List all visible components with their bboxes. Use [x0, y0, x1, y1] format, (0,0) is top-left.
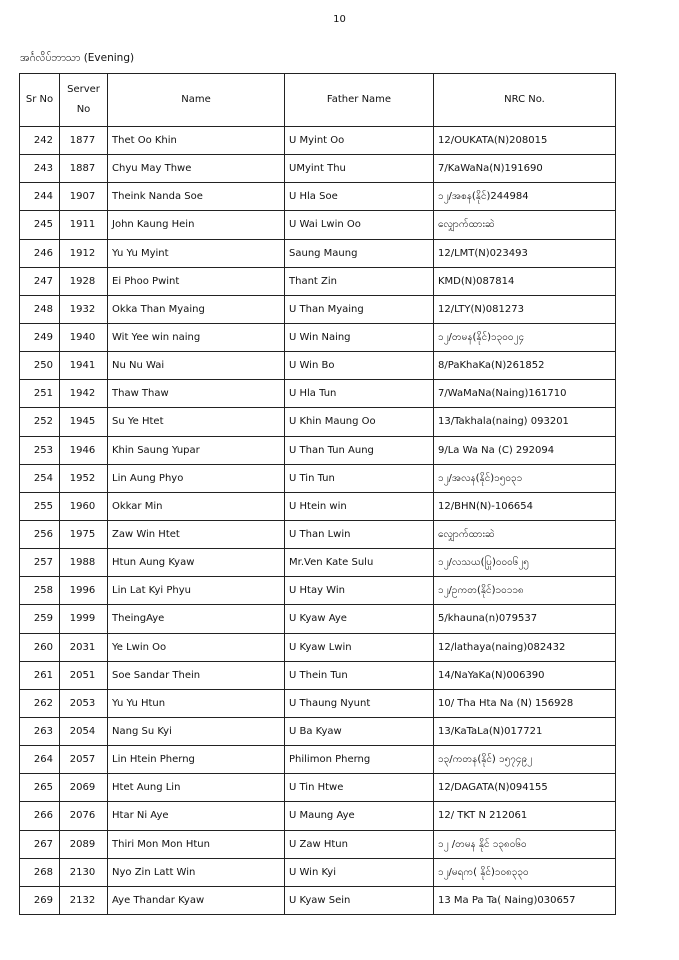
cell-sr-no: 268 [20, 858, 60, 886]
table-row [20, 436, 616, 464]
cell-sr-no: 248 [20, 295, 60, 323]
table-row [20, 689, 616, 717]
table-row [20, 211, 616, 239]
cell-father-name: U Than Tun Aung [285, 436, 434, 464]
cell-name: Lin Htein Pherng [108, 746, 285, 774]
cell-nrc-no: 12/LMT(N)023493 [434, 239, 616, 267]
cell-server-no: 2031 [60, 633, 108, 661]
cell-father-name: U Maung Aye [285, 802, 434, 830]
cell-father-name: U Ba Kyaw [285, 717, 434, 745]
cell-nrc-no: 12/ TKT N 212061 [434, 802, 616, 830]
cell-nrc-no: 13/KaTaLa(N)017721 [434, 717, 616, 745]
table-row [20, 323, 616, 351]
cell-sr-no: 250 [20, 352, 60, 380]
cell-name: Ei Phoo Pwint [108, 267, 285, 295]
cell-nrc-no: 12/lathaya(naing)082432 [434, 633, 616, 661]
cell-name: Yu Yu Myint [108, 239, 285, 267]
table-row [20, 746, 616, 774]
cell-father-name: U Htay Win [285, 577, 434, 605]
header-sr-no: Sr No [20, 74, 60, 127]
cell-nrc-no: လျှောက်ထားဆဲ [434, 520, 616, 548]
cell-nrc-no: 14/NaYaKa(N)006390 [434, 661, 616, 689]
cell-sr-no: 259 [20, 605, 60, 633]
cell-sr-no: 247 [20, 267, 60, 295]
table-body [20, 127, 616, 915]
cell-server-no: 2057 [60, 746, 108, 774]
cell-name: Ye Lwin Oo [108, 633, 285, 661]
cell-server-no: 1952 [60, 464, 108, 492]
cell-server-no: 1887 [60, 155, 108, 183]
cell-nrc-no: ၁၃/ကတန(နိုင်) ၁၅၇၄၉၂ [434, 746, 616, 774]
table-row [20, 464, 616, 492]
table-row [20, 408, 616, 436]
cell-father-name: Thant Zin [285, 267, 434, 295]
cell-father-name: U Zaw Htun [285, 830, 434, 858]
cell-name: Nu Nu Wai [108, 352, 285, 380]
cell-nrc-no: 7/WaMaNa(Naing)161710 [434, 380, 616, 408]
cell-sr-no: 269 [20, 886, 60, 914]
cell-nrc-no: 5/khauna(n)079537 [434, 605, 616, 633]
table-row [20, 774, 616, 802]
cell-father-name: U Win Kyi [285, 858, 434, 886]
cell-name: John Kaung Hein [108, 211, 285, 239]
cell-nrc-no: 10/ Tha Hta Na (N) 156928 [434, 689, 616, 717]
cell-name: Aye Thandar Kyaw [108, 886, 285, 914]
table-header-row [20, 74, 616, 127]
cell-sr-no: 242 [20, 127, 60, 155]
cell-server-no: 1932 [60, 295, 108, 323]
cell-name: Khin Saung Yupar [108, 436, 285, 464]
table-row [20, 155, 616, 183]
cell-father-name: U Khin Maung Oo [285, 408, 434, 436]
cell-name: Thet Oo Khin [108, 127, 285, 155]
cell-father-name: Philimon Pherng [285, 746, 434, 774]
cell-server-no: 1988 [60, 549, 108, 577]
cell-server-no: 2054 [60, 717, 108, 745]
cell-name: Lin Lat Kyi Phyu [108, 577, 285, 605]
cell-nrc-no: 9/La Wa Na (C) 292094 [434, 436, 616, 464]
table-row [20, 577, 616, 605]
cell-name: Theink Nanda Soe [108, 183, 285, 211]
cell-sr-no: 253 [20, 436, 60, 464]
cell-name: Soe Sandar Thein [108, 661, 285, 689]
cell-nrc-no: ၁၂/ဥကတ(နိုင်)၁၀၁၁၈ [434, 577, 616, 605]
cell-father-name: U Than Lwin [285, 520, 434, 548]
cell-sr-no: 251 [20, 380, 60, 408]
cell-sr-no: 258 [20, 577, 60, 605]
cell-father-name: U Hla Tun [285, 380, 434, 408]
cell-father-name: U Myint Oo [285, 127, 434, 155]
cell-server-no: 2076 [60, 802, 108, 830]
cell-father-name: Mr.Ven Kate Sulu [285, 549, 434, 577]
cell-nrc-no: 12/LTY(N)081273 [434, 295, 616, 323]
cell-server-no: 1928 [60, 267, 108, 295]
page-number: 10 [333, 14, 346, 25]
cell-nrc-no: 13 Ma Pa Ta( Naing)030657 [434, 886, 616, 914]
cell-sr-no: 244 [20, 183, 60, 211]
cell-father-name: U Hla Soe [285, 183, 434, 211]
cell-sr-no: 257 [20, 549, 60, 577]
table-row [20, 380, 616, 408]
cell-server-no: 1945 [60, 408, 108, 436]
cell-father-name: U Kyaw Lwin [285, 633, 434, 661]
cell-name: Lin Aung Phyo [108, 464, 285, 492]
cell-sr-no: 255 [20, 492, 60, 520]
cell-father-name: UMyint Thu [285, 155, 434, 183]
table-row [20, 239, 616, 267]
section-title: အင်္ဂလိပ်ဘာသာ (Evening) [20, 52, 135, 64]
cell-nrc-no: 8/PaKhaKa(N)261852 [434, 352, 616, 380]
cell-server-no: 2130 [60, 858, 108, 886]
cell-server-no: 2132 [60, 886, 108, 914]
cell-sr-no: 266 [20, 802, 60, 830]
cell-sr-no: 261 [20, 661, 60, 689]
cell-sr-no: 252 [20, 408, 60, 436]
cell-server-no: 1877 [60, 127, 108, 155]
cell-father-name: U Tin Tun [285, 464, 434, 492]
cell-name: Htet Aung Lin [108, 774, 285, 802]
cell-nrc-no: ၁၂/အလန(နိုင်)၁၅၀၃၁ [434, 464, 616, 492]
cell-sr-no: 245 [20, 211, 60, 239]
cell-name: Okkar Min [108, 492, 285, 520]
cell-nrc-no: ၁၂/မရက( နိုင်)၁၀၈၃၃၀ [434, 858, 616, 886]
cell-sr-no: 262 [20, 689, 60, 717]
cell-server-no: 1911 [60, 211, 108, 239]
cell-server-no: 1975 [60, 520, 108, 548]
cell-nrc-no: 13/Takhala(naing) 093201 [434, 408, 616, 436]
cell-nrc-no: 12/DAGATA(N)094155 [434, 774, 616, 802]
cell-server-no: 2089 [60, 830, 108, 858]
table-row [20, 267, 616, 295]
cell-server-no: 1907 [60, 183, 108, 211]
cell-father-name: U Win Naing [285, 323, 434, 351]
table-row [20, 605, 616, 633]
header-server-no: Server No [60, 74, 108, 127]
cell-father-name: U Wai Lwin Oo [285, 211, 434, 239]
cell-server-no: 2051 [60, 661, 108, 689]
table-row [20, 802, 616, 830]
cell-name: Su Ye Htet [108, 408, 285, 436]
cell-server-no: 1996 [60, 577, 108, 605]
candidate-table [19, 73, 616, 915]
cell-name: Htar Ni Aye [108, 802, 285, 830]
table-row [20, 830, 616, 858]
cell-name: Okka Than Myaing [108, 295, 285, 323]
header-nrc-no: NRC No. [434, 74, 616, 127]
cell-nrc-no: ၁၂ /တမန နိုင် ၁၃၈၀၆၀ [434, 830, 616, 858]
cell-father-name: U Win Bo [285, 352, 434, 380]
cell-father-name: U Thaung Nyunt [285, 689, 434, 717]
cell-father-name: U Htein win [285, 492, 434, 520]
cell-server-no: 2069 [60, 774, 108, 802]
cell-name: Thaw Thaw [108, 380, 285, 408]
cell-server-no: 1942 [60, 380, 108, 408]
cell-nrc-no: လျှောက်ထားဆဲ [434, 211, 616, 239]
cell-sr-no: 265 [20, 774, 60, 802]
table-row [20, 717, 616, 745]
cell-sr-no: 260 [20, 633, 60, 661]
cell-father-name: Saung Maung [285, 239, 434, 267]
cell-sr-no: 256 [20, 520, 60, 548]
cell-sr-no: 263 [20, 717, 60, 745]
cell-father-name: U Thein Tun [285, 661, 434, 689]
cell-nrc-no: ၁၂/အစန(နိုင်)244984 [434, 183, 616, 211]
cell-server-no: 1940 [60, 323, 108, 351]
cell-name: Zaw Win Htet [108, 520, 285, 548]
table-row [20, 352, 616, 380]
cell-sr-no: 254 [20, 464, 60, 492]
cell-server-no: 1960 [60, 492, 108, 520]
cell-father-name: U Tin Htwe [285, 774, 434, 802]
cell-sr-no: 246 [20, 239, 60, 267]
cell-sr-no: 243 [20, 155, 60, 183]
cell-name: Thiri Mon Mon Htun [108, 830, 285, 858]
table-row [20, 633, 616, 661]
cell-nrc-no: ၁၂/တမန(နိုင်)၁၃၀၀၂၄ [434, 323, 616, 351]
table-row [20, 886, 616, 914]
table-row [20, 127, 616, 155]
cell-father-name: U Than Myaing [285, 295, 434, 323]
cell-nrc-no: ၁၂/လသယ(ပြု)၀၀၀၆၂၅ [434, 549, 616, 577]
table-row [20, 520, 616, 548]
cell-name: Chyu May Thwe [108, 155, 285, 183]
cell-nrc-no: KMD(N)087814 [434, 267, 616, 295]
cell-father-name: U Kyaw Sein [285, 886, 434, 914]
cell-name: Wit Yee win naing [108, 323, 285, 351]
table-row [20, 295, 616, 323]
cell-nrc-no: 12/BHN(N)-106654 [434, 492, 616, 520]
header-father-name: Father Name [285, 74, 434, 127]
cell-server-no: 2053 [60, 689, 108, 717]
cell-sr-no: 264 [20, 746, 60, 774]
cell-nrc-no: 12/OUKATA(N)208015 [434, 127, 616, 155]
table-row [20, 858, 616, 886]
cell-name: Yu Yu Htun [108, 689, 285, 717]
cell-server-no: 1999 [60, 605, 108, 633]
table-row [20, 549, 616, 577]
cell-nrc-no: 7/KaWaNa(N)191690 [434, 155, 616, 183]
table-row [20, 183, 616, 211]
cell-name: TheingAye [108, 605, 285, 633]
table-row [20, 661, 616, 689]
cell-name: Nyo Zin Latt Win [108, 858, 285, 886]
cell-name: Nang Su Kyi [108, 717, 285, 745]
cell-father-name: U Kyaw Aye [285, 605, 434, 633]
header-name: Name [108, 74, 285, 127]
cell-server-no: 1946 [60, 436, 108, 464]
table-row [20, 492, 616, 520]
cell-server-no: 1912 [60, 239, 108, 267]
cell-sr-no: 249 [20, 323, 60, 351]
cell-name: Htun Aung Kyaw [108, 549, 285, 577]
cell-sr-no: 267 [20, 830, 60, 858]
cell-server-no: 1941 [60, 352, 108, 380]
